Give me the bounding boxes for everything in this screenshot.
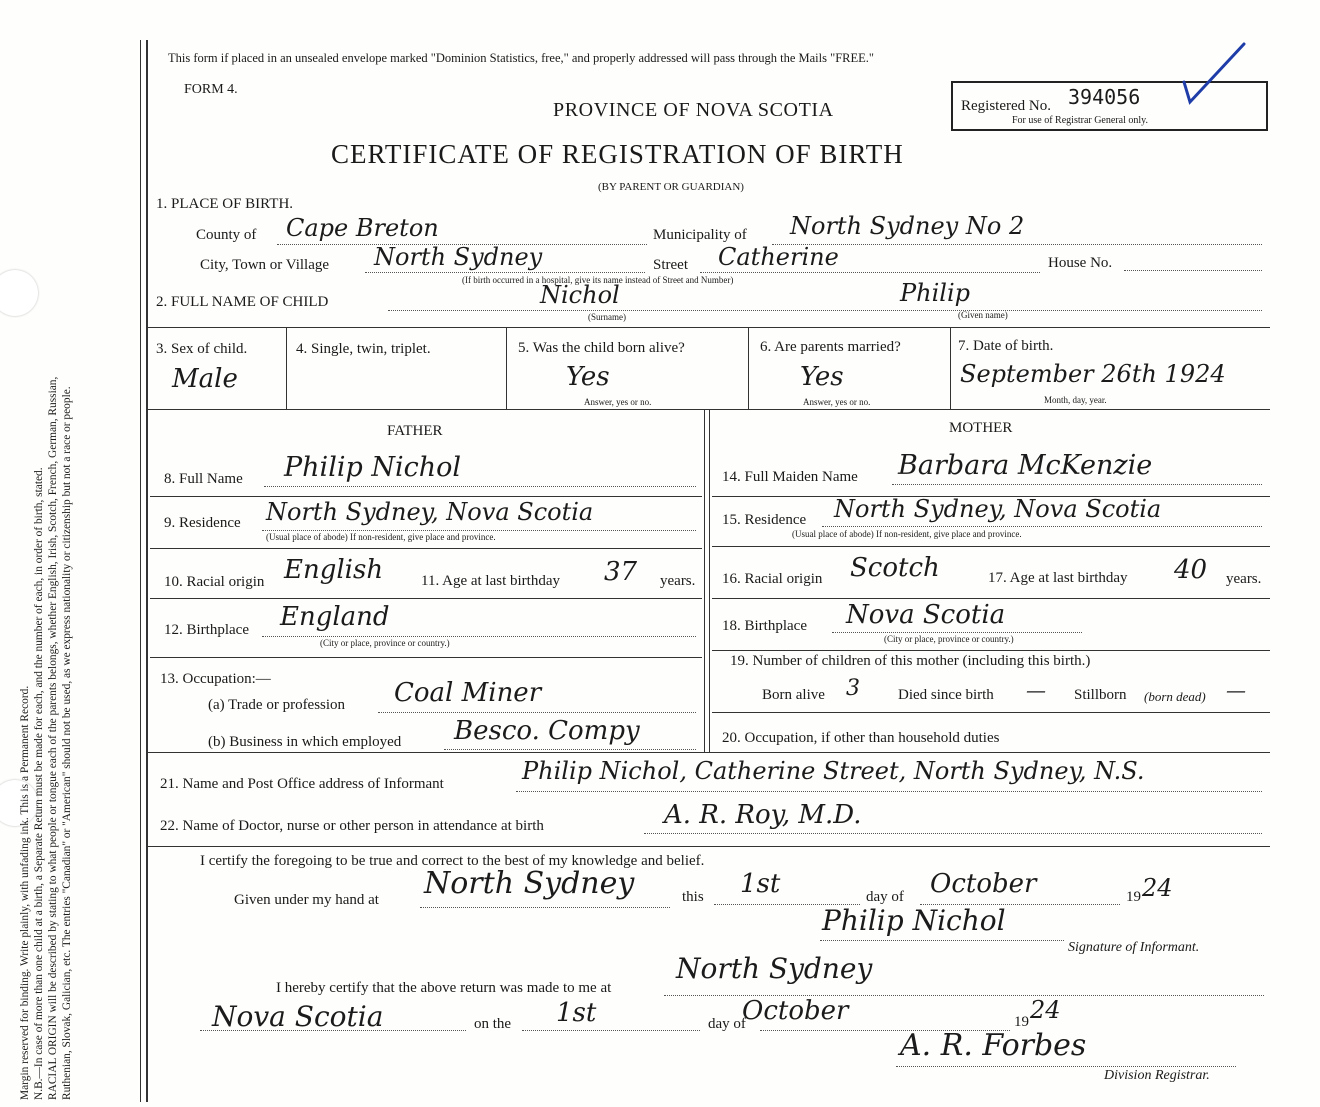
signature-of-informant-label: Signature of Informant.: [1068, 940, 1200, 955]
mother-name-line: [892, 484, 1262, 485]
margin-line-4: Ruthenian, Slovak, Galician, etc. The entries "Canadian" or "American" should not be used, as we express nationality or citizenship but not a race or people.: [61, 386, 73, 1100]
place-of-birth-heading: 1. PLACE OF BIRTH.: [156, 196, 294, 212]
mother-row-3: [712, 598, 1270, 599]
col-line-3: [748, 327, 749, 409]
child-name-label: 2. FULL NAME OF CHILD: [156, 294, 329, 310]
born-alive-value: Yes: [566, 362, 610, 392]
given-year-hand: 24: [1142, 874, 1173, 902]
children-count-label: 19. Number of children of this mother (including this birth.): [730, 653, 1091, 669]
certificate-title: CERTIFICATE OF REGISTRATION OF BIRTH: [331, 139, 904, 169]
date-of-birth-note: Month, day, year.: [1044, 395, 1107, 405]
father-age-label: 11. Age at last birthday: [421, 573, 560, 589]
business-line: [444, 749, 696, 750]
mother-birthplace-label: 18. Birthplace: [722, 618, 807, 634]
mother-birthplace-value: Nova Scotia: [846, 600, 1006, 630]
father-row-4: [150, 657, 702, 658]
street-label: Street: [653, 257, 688, 273]
father-occupation-label: 13. Occupation:—: [160, 671, 271, 687]
given-month-value: October: [930, 869, 1037, 899]
county-label: County of: [196, 227, 257, 243]
sex-label: 3. Sex of child.: [156, 341, 248, 357]
form-number: FORM 4.: [184, 82, 238, 97]
father-birthplace-note: (City or place, province or country.): [320, 638, 450, 648]
father-racial-value: English: [284, 555, 384, 585]
mother-row-4: [712, 650, 1270, 651]
col-line-1: [286, 327, 287, 409]
row-line-21: [146, 752, 1270, 753]
mother-racial-value: Scotch: [850, 553, 940, 583]
father-row-3: [150, 598, 702, 599]
surname-note: (Surname): [588, 312, 626, 322]
given-under-hand-label: Given under my hand at: [234, 892, 379, 908]
town-label: City, Town or Village: [200, 257, 330, 273]
registrar-signature-line: [896, 1066, 1236, 1067]
doctor-line: [644, 833, 1262, 834]
mother-years-label: years.: [1226, 571, 1262, 587]
center-divider: [704, 409, 705, 752]
stillborn-value: —: [1226, 678, 1246, 702]
municipality-label: Municipality of: [653, 227, 747, 243]
mother-row-2: [712, 546, 1270, 547]
died-since-birth-label: Died since birth: [898, 687, 994, 703]
mother-occupation-label: 20. Occupation, if other than household duties: [722, 730, 1000, 746]
division-registrar-label: Division Registrar.: [1104, 1068, 1210, 1083]
mother-birthplace-note: (City or place, province or country.): [884, 634, 1014, 644]
given-day-value: 1st: [740, 869, 781, 899]
business-label: (b) Business in which employed: [208, 734, 402, 750]
date-of-birth-label: 7. Date of birth.: [958, 338, 1054, 354]
certificate-subtitle: (BY PARENT OR GUARDIAN): [598, 181, 744, 193]
informant-label: 21. Name and Post Office address of Informant: [160, 776, 444, 792]
mother-heading: MOTHER: [949, 420, 1013, 436]
father-birthplace-line: [262, 636, 696, 637]
margin-line-3: RACIAL ORIGIN will be described by stating to what people or tongue each of the parents belongs, whether English, Irish, Scotch, French, German, Russian,: [47, 376, 59, 1100]
mother-row-5: [712, 712, 1270, 713]
town-line: [365, 272, 645, 273]
married-note: Answer, yes or no.: [803, 397, 871, 407]
mother-residence-label: 15. Residence: [722, 512, 807, 528]
father-heading: FATHER: [387, 423, 443, 439]
registrar-statement: I hereby certify that the above return was made to me at: [276, 980, 612, 996]
trade-label: (a) Trade or profession: [208, 697, 346, 713]
town-value: North Sydney: [374, 243, 543, 271]
date-of-birth-value: September 26th 1924: [960, 360, 1226, 388]
house-line: [1124, 270, 1262, 271]
father-name-line: [264, 486, 696, 487]
center-divider-2: [709, 409, 710, 752]
married-value: Yes: [800, 362, 844, 392]
informant-value: Philip Nichol, Catherine Street, North Sydney, N.S.: [522, 757, 1145, 785]
trade-value: Coal Miner: [394, 678, 542, 708]
mother-residence-line: [822, 526, 1262, 527]
born-alive-count-label: Born alive: [762, 687, 825, 703]
died-since-birth-value: —: [1026, 678, 1046, 702]
given-day-of-label: day of: [866, 889, 904, 905]
this-label: this: [682, 889, 704, 905]
father-row-1: [150, 496, 702, 497]
row-line-cert: [146, 846, 1270, 847]
sex-value: Male: [172, 364, 238, 394]
left-border: [146, 40, 148, 1102]
registered-label: Registered No.: [961, 98, 1051, 114]
child-surname: Nichol: [540, 281, 620, 309]
registrar-on-label: on the: [474, 1016, 512, 1032]
child-name-line: [388, 310, 1262, 311]
mother-name-label: 14. Full Maiden Name: [722, 469, 858, 485]
registrar-signature: A. R. Forbes: [900, 1028, 1087, 1063]
col-line-2: [506, 327, 507, 409]
father-residence-note: (Usual place of abode) If non-resident, give place and province.: [266, 532, 496, 542]
signature-line: [820, 940, 1064, 941]
certify-statement: I certify the foregoing to be true and correct to the best of my knowledge and belief.: [200, 853, 705, 869]
house-number-label: House No.: [1048, 255, 1113, 271]
informant-signature: Philip Nichol: [822, 904, 1006, 937]
col-line-4: [950, 327, 951, 409]
father-age-value: 37: [604, 557, 638, 587]
mother-residence-value: North Sydney, Nova Scotia: [834, 495, 1162, 523]
stillborn-note: (born dead): [1144, 689, 1206, 704]
father-residence-value: North Sydney, Nova Scotia: [266, 498, 594, 526]
margin-line-2: N.B.—In case of more than one child at a birth, a Separate Return must be made for each, and the number of each, in order of birth, stated.: [33, 467, 45, 1100]
province-heading: PROVINCE OF NOVA SCOTIA: [553, 99, 834, 121]
registrar-day-line: [522, 1030, 700, 1031]
registrar-place-value: North Sydney: [676, 952, 873, 985]
street-value: Catherine: [718, 243, 839, 271]
mother-racial-label: 16. Racial origin: [722, 571, 823, 587]
doctor-value: A. R. Roy, M.D.: [664, 800, 862, 830]
given-place-line: [420, 907, 670, 908]
stillborn-label: Stillborn: [1074, 687, 1127, 703]
born-alive-note: Answer, yes or no.: [584, 397, 652, 407]
married-label: 6. Are parents married?: [760, 339, 901, 355]
registrar-day-value: 1st: [556, 998, 597, 1028]
margin-instructions: [18, 20, 74, 1100]
registrar-day-of-label: day of: [708, 1016, 746, 1032]
county-value: Cape Breton: [286, 214, 439, 242]
registrar-year-hand: 24: [1030, 996, 1061, 1024]
registered-number: 394056: [1068, 85, 1141, 109]
born-alive-label: 5. Was the child born alive?: [518, 340, 685, 356]
father-row-2: [150, 548, 702, 549]
registrar-note: For use of Registrar General only.: [1012, 115, 1148, 126]
street-line: [700, 272, 1040, 273]
registrar-year-print: 19: [1014, 1014, 1029, 1030]
row-line-2: [146, 409, 1270, 410]
father-birthplace-value: England: [280, 602, 390, 632]
left-border-thin: [140, 40, 141, 1102]
registrar-province-value: Nova Scotia: [212, 1000, 384, 1033]
mail-note: This form if placed in an unsealed envelope marked "Dominion Statistics, free," and properly addressed will pass through the Mails "FREE.": [168, 51, 875, 65]
row-line-1: [146, 327, 1270, 328]
margin-line-1: Margin reserved for binding. Write plainly, with unfading ink. This is a Permanent Record.: [19, 685, 31, 1100]
trade-line: [378, 712, 696, 713]
father-residence-label: 9. Residence: [164, 515, 241, 531]
plurality-label: 4. Single, twin, triplet.: [296, 341, 431, 357]
given-year-print: 19: [1126, 889, 1141, 905]
hospital-note: (If birth occurred in a hospital, give its name instead of Street and Number): [462, 275, 734, 285]
given-place-value: North Sydney: [424, 866, 635, 901]
given-name-note: (Given name): [958, 310, 1008, 320]
municipality-line: [772, 244, 1262, 245]
father-racial-label: 10. Racial origin: [164, 574, 265, 590]
father-name-label: 8. Full Name: [164, 471, 243, 487]
father-residence-line: [262, 530, 696, 531]
mother-name-value: Barbara McKenzie: [898, 450, 1153, 481]
mother-residence-note: (Usual place of abode) If non-resident, give place and province.: [792, 529, 1022, 539]
father-name-value: Philip Nichol: [284, 452, 461, 483]
checkmark-icon: [1180, 40, 1250, 110]
business-value: Besco. Compy: [454, 716, 640, 746]
mother-birthplace-line: [832, 632, 1082, 633]
born-alive-count-value: 3: [846, 676, 860, 701]
child-given-name: Philip: [900, 279, 970, 307]
municipality-value: North Sydney No 2: [790, 212, 1025, 240]
informant-line: [516, 791, 1262, 792]
father-years-label: years.: [660, 573, 696, 589]
mother-age-value: 40: [1174, 555, 1208, 585]
doctor-label: 22. Name of Doctor, nurse or other person in attendance at birth: [160, 818, 544, 834]
registrar-month-value: October: [742, 996, 849, 1026]
father-birthplace-label: 12. Birthplace: [164, 622, 249, 638]
mother-age-label: 17. Age at last birthday: [988, 570, 1128, 586]
